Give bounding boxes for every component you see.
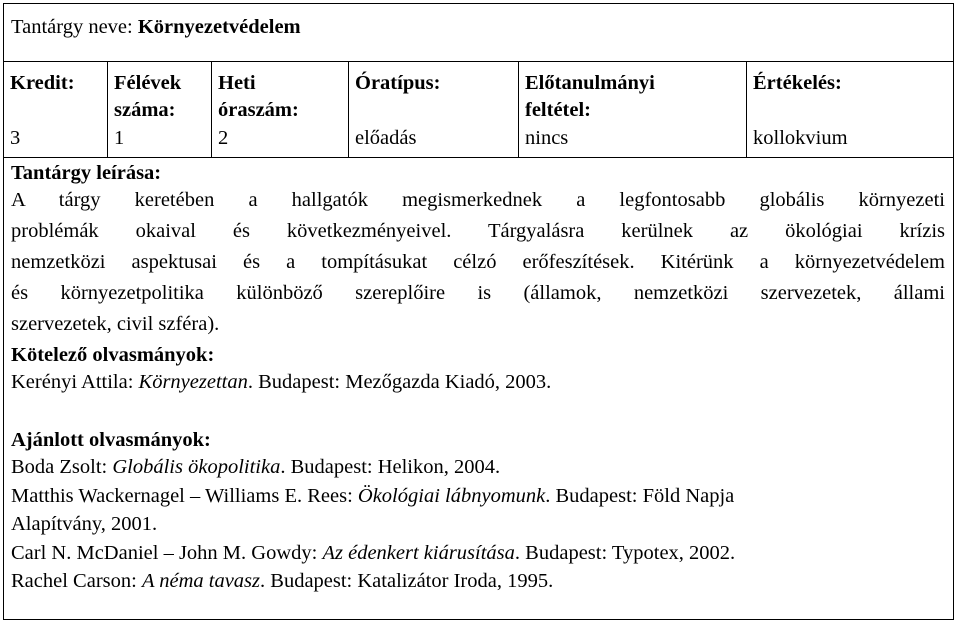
reference-item: Carl N. McDaniel – John M. Gowdy: Az édenkert kiárusítása. Budapest: Typotex, 2002. [11,542,736,564]
meta-type-value: előadás [355,127,417,149]
reference-item-continuation: Alapítvány, 2001. [11,513,158,535]
meta-evaluation [747,62,953,157]
meta-evaluation-head: Értékelés: [753,72,842,94]
reference-item: Matthis Wackernagel – Williams E. Rees: Ökológiai lábnyomunk. Budapest: Föld Napja [11,485,735,507]
meta-hours-value: 2 [218,127,229,149]
required-heading: Kötelező olvasmányok: [11,344,215,366]
description-line: és környezetpolitika különböző szereplőire is (államok, nemzetközi szervezetek, állami [11,282,945,304]
description-line: A tárgy keretében a hallgatók megismerkednek a legfontosabb globális környezeti [11,189,945,211]
subject-name: Környezetvédelem [137,16,301,38]
meta-evaluation-value: kollokvium [753,127,848,149]
meta-semesters [108,62,212,157]
meta-prerequisite [519,62,747,157]
meta-credit [4,62,108,157]
meta-type [349,62,519,157]
meta-prerequisite-head: Előtanulmányi feltétel: [525,72,655,121]
course-sheet [3,3,954,620]
meta-semesters-value: 1 [114,127,125,149]
reference-item: Kerényi Attila: Környezettan. Budapest: Mezőgazda Kiadó, 2003. [11,371,552,393]
description-line: problémák okaival és következményeivel. Tárgyalásra kerülnek az ökológiai krízis [11,220,945,242]
subject-title [11,16,301,39]
reference-item: Boda Zsolt: Globális ökopolitika. Budapest: Helikon, 2004. [11,456,501,478]
meta-credit-head: Kredit: [10,72,75,94]
description-line: szervezetek, civil szféra). [11,313,220,335]
subject-row [4,4,953,62]
description-heading: Tantárgy leírása: [11,162,162,184]
meta-type-head: Óratípus: [355,72,441,94]
meta-hours-head: Heti óraszám: [218,72,299,121]
reference-item: Rachel Carson: A néma tavasz. Budapest: Katalizátor Iroda, 1995. [11,570,554,592]
meta-credit-value: 3 [10,127,21,149]
meta-hours [212,62,349,157]
recommended-heading: Ajánlott olvasmányok: [11,429,211,451]
description-line: nemzetközi aspektusai és a tompításukat célzó erőfeszítések. Kitérünk a környezetvédelem [11,251,945,273]
meta-prerequisite-value: nincs [525,127,569,149]
meta-row [4,62,953,158]
subject-label: Tantárgy neve: [11,16,133,38]
meta-semesters-head: Félévek száma: [114,72,182,121]
